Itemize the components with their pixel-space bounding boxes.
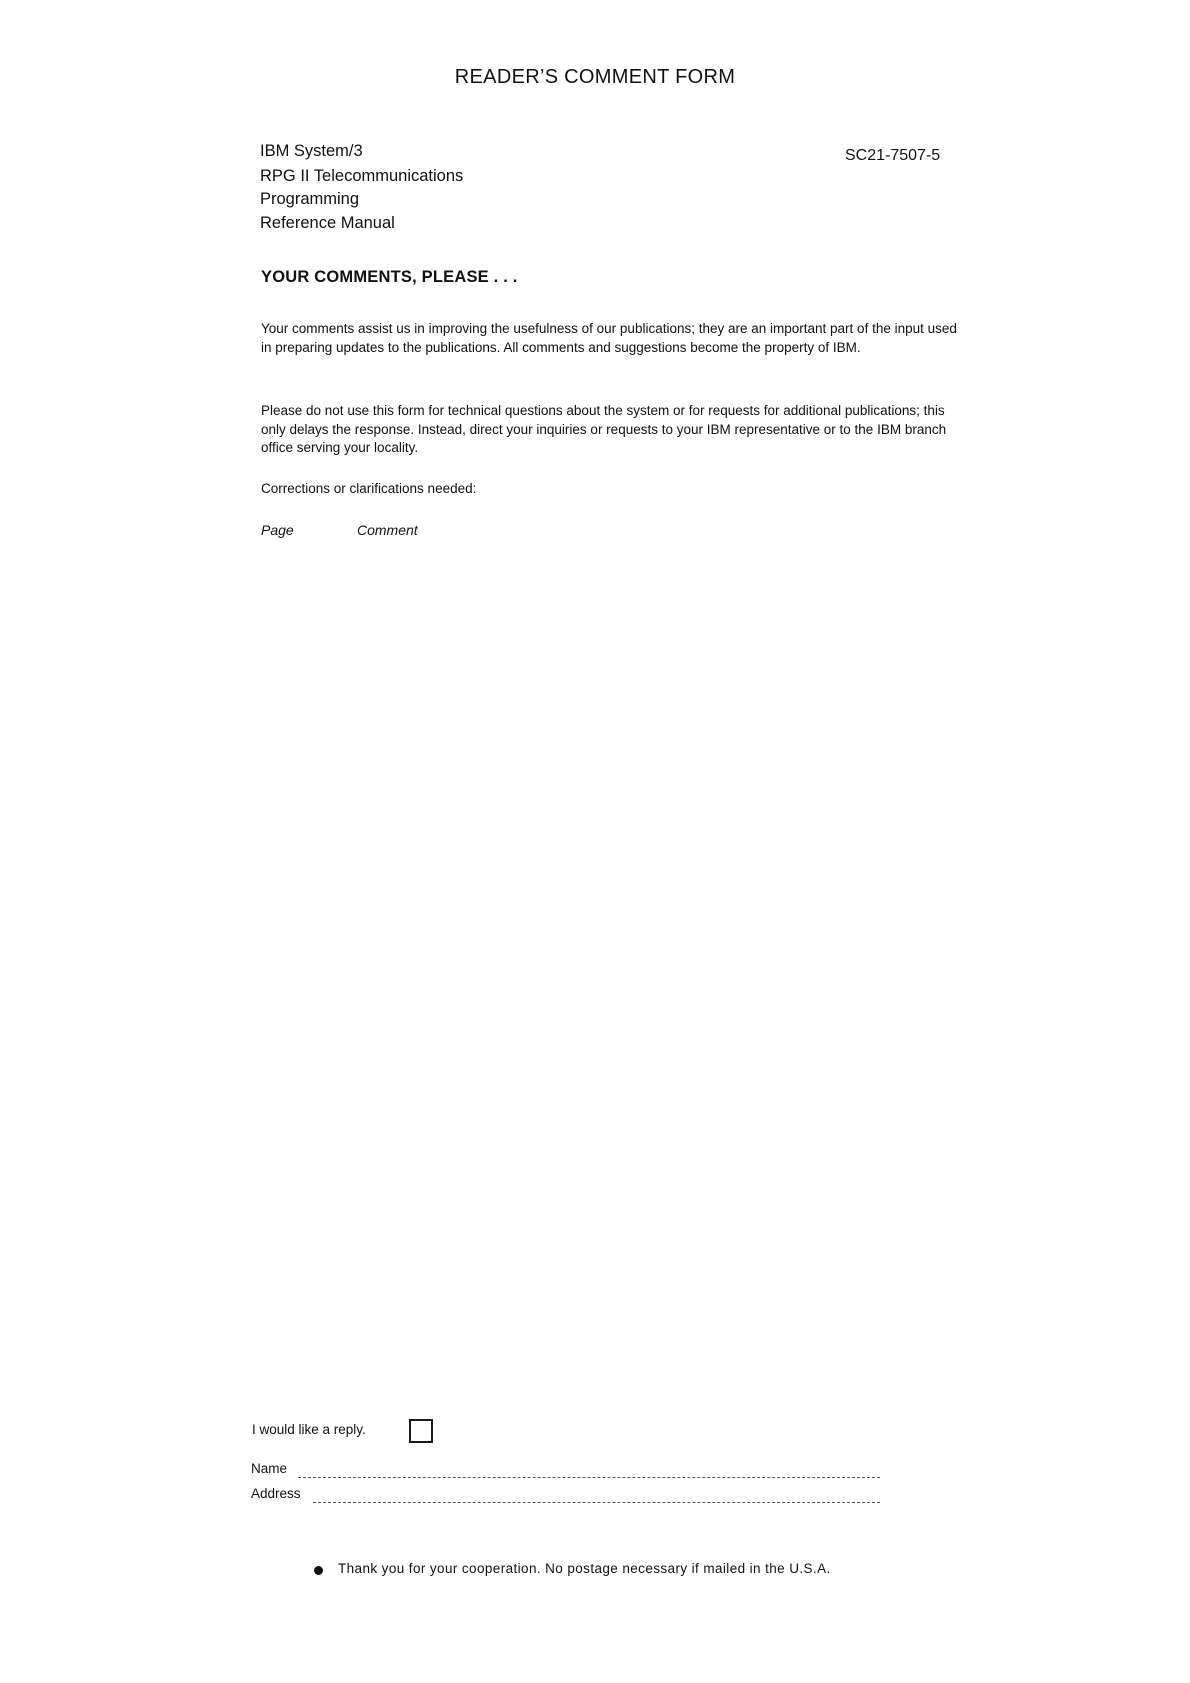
form-number: SC21-7507-5 [845,147,941,164]
publication-line-system: IBM System/3 [260,142,363,160]
address-label: Address [251,1486,301,1501]
name-label: Name [251,1461,288,1476]
corrections-label: Corrections or clarifications needed: [261,481,477,496]
comments-heading: YOUR COMMENTS, PLEASE . . . [261,268,518,286]
bullet-icon [314,1566,323,1575]
instructions-paragraph: Please do not use this form for technical questions about the system or for requests for additional publications; this only delays the response. Instead, direct your inquiries or requests to your IBM representative or to the IBM branch office serving your locality. [261,403,947,455]
publication-line-programming: Programming [260,190,360,208]
publication-line-reference: Reference Manual [260,214,395,232]
comment-area[interactable] [261,545,931,1395]
page-column-header: Page [261,522,294,538]
name-field[interactable] [298,1477,880,1478]
footer-note: Thank you for your cooperation. No postage necessary if mailed in the U.S.A. [338,1561,831,1576]
reply-checkbox[interactable] [409,1419,433,1443]
intro-paragraph: Your comments assist us in improving the usefulness of our publications; they are an important part of the input used in preparing updates to the publications. All comments and suggestions become the property of IBM. [261,321,957,355]
form-title: READER’S COMMENT FORM [454,66,736,88]
reply-label: I would like a reply. [252,1422,366,1437]
address-field[interactable] [313,1502,880,1503]
publication-line-rpg: RPG II Telecommunications [260,167,464,185]
comment-column-header: Comment [357,522,418,538]
